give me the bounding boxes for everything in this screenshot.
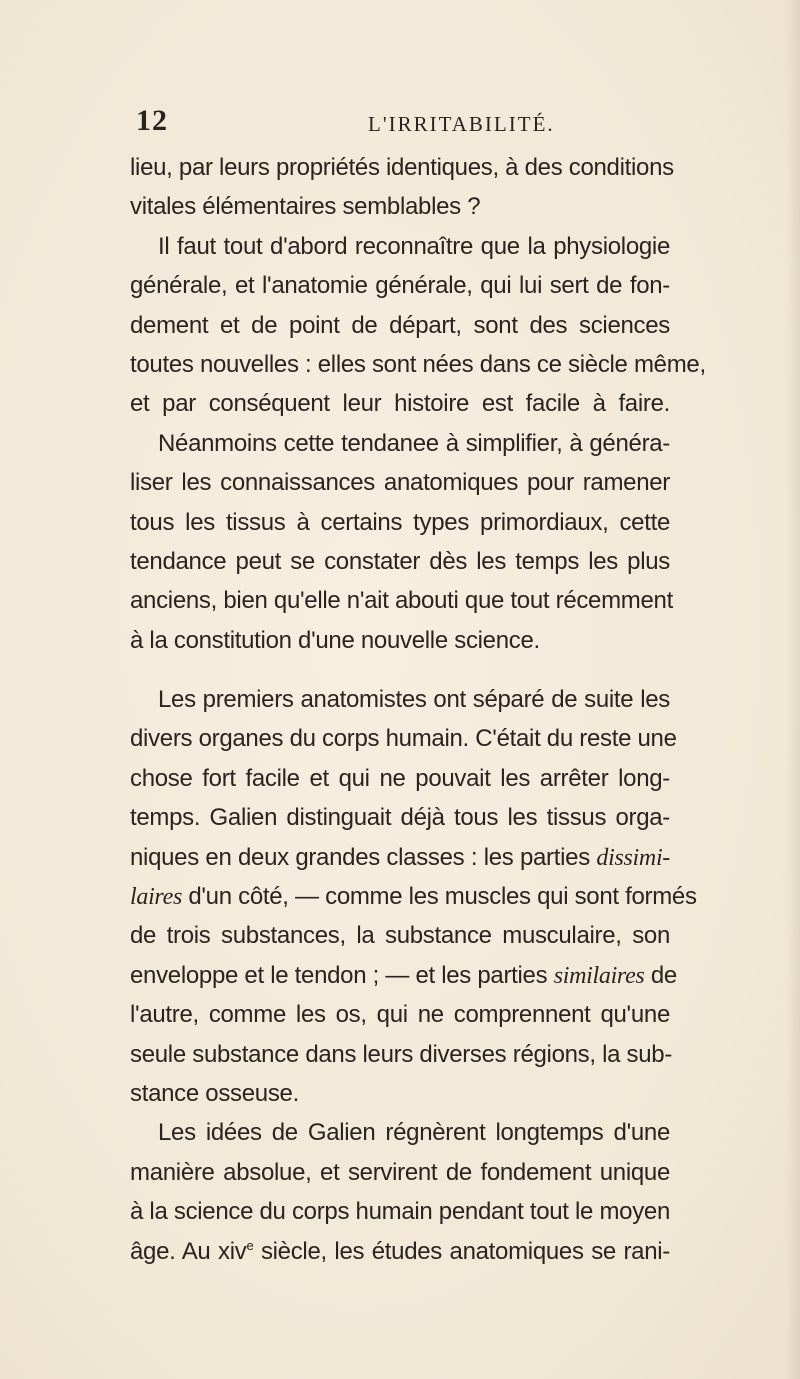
text-line: à la constitution d'une nouvelle science. [130,626,540,654]
text-line: et par conséquent leur histoire est facile à faire. [130,390,670,418]
text-line: divers organes du corps humain. C'était du reste une [130,725,677,753]
text-line: tous les tissus à certains types primordiaux, cette [130,508,670,536]
text-line: stance osseuse. [130,1079,299,1107]
italic-term: laires [130,884,182,911]
italic-term: dissimi- [596,844,670,871]
text-line: liser les connaissances anatomiques pour ramener [130,469,670,497]
paragraph-gap [130,660,670,680]
text-line: à la science du corps humain pendant tout le moyen [130,1198,671,1226]
text-line [130,1232,670,1271]
running-head: L'IRRITABILITÉ. [368,112,555,136]
text-segment: de [644,961,677,989]
text-line: anciens, bien qu'elle n'ait abouti que tout récemment [130,587,673,615]
text-line: manière absolue, et servirent de fondement unique [130,1158,670,1186]
text-line: l'autre, comme les os, qui ne comprennent qu'une [130,1001,670,1029]
text-line: Les premiers anatomistes ont séparé de suite les [158,686,670,714]
text-line [130,956,677,995]
text-line: tendance peut se constater dès les temps les plus [130,547,670,575]
text-segment: siècle, les études anatomiques se rani- [253,1237,670,1265]
page-header [136,104,676,144]
text-line: Il faut tout d'abord reconnaître que la physiologie [158,232,670,260]
text-line: chose fort facile et qui ne pouvait les arrêter long- [130,764,670,792]
text-segment: enveloppe et le tendon ; — et les parties [130,961,554,989]
superscript: e [246,1237,254,1253]
text-line: dement et de point de départ, sont des sciences [130,311,670,339]
text-line: générale, et l'anatomie générale, qui lui sert de fon- [130,272,670,300]
page-number: 12 [136,104,168,137]
italic-term: similaires [553,962,645,989]
text-segment: niques en deux grandes classes : les parties [130,843,597,871]
body-text [130,148,706,1271]
text-line: de trois substances, la substance musculaire, son [130,922,670,950]
text-line: vitales élémentaires semblables ? [130,193,481,221]
text-line: lieu, par leurs propriétés identiques, à des conditions [130,154,674,181]
text-line [130,877,697,916]
text-line: seule substance dans leurs diverses régions, la sub- [130,1040,673,1068]
text-line: temps. Galien distinguait déjà tous les tissus orga- [130,804,670,832]
text-line: Les idées de Galien régnèrent longtemps d'une [158,1119,670,1147]
text-line: Néanmoins cette tendanee à simplifier, à généra- [158,429,670,457]
text-segment: âge. Au xiv [130,1237,247,1265]
text-line: toutes nouvelles : elles sont nées dans ce siècle même, [130,350,706,378]
page-edge-shadow [786,0,800,1379]
text-line [130,838,670,877]
text-segment: d'un côté, — comme les muscles qui sont formés [181,883,697,911]
